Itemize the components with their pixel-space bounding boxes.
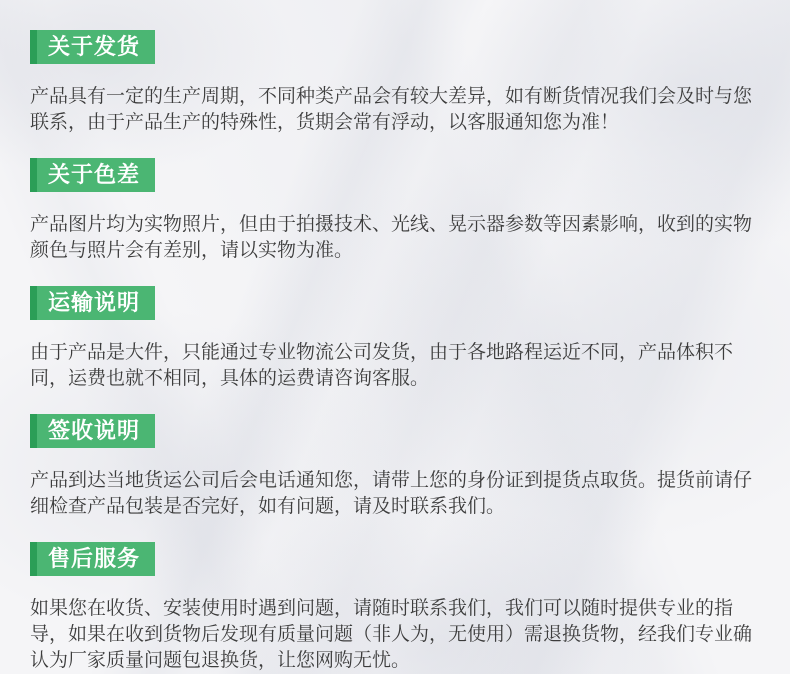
receipt-notes-text: 产品到达当地货运公司后会电话通知您，请带上您的身份证到提货点取货。提货前请仔细检查产品包装是否完好，如有问题，请及时联系我们。 bbox=[30, 470, 753, 517]
section-after-sales bbox=[30, 542, 760, 674]
section-transport-notes bbox=[30, 286, 760, 392]
shipping-info-text: 产品具有一定的生产周期，不同种类产品会有较大差异，如有断货情况我们会及时与您联系，由于产品生产的特殊性，货期会常有浮动，以客服通知您为准！ bbox=[30, 86, 753, 133]
after-sales-text: 如果您在收货、安装使用时遇到问题，请随时联系我们，我们可以随时提供专业的指导，如果在收到货物后发现有质量问题（非人为，无使用）需退换货物，经我们专业确认为厂家质量问题包退换货，让您网购无忧。 bbox=[30, 598, 753, 671]
receipt-notes-badge bbox=[30, 414, 155, 448]
shipping-info-badge bbox=[30, 30, 155, 64]
shipping-info-badge-label: 关于发货 bbox=[48, 34, 141, 59]
after-sales-badge bbox=[30, 542, 155, 576]
transport-notes-badge bbox=[30, 286, 155, 320]
transport-notes-text: 由于产品是大件，只能通过专业物流公司发货，由于各地路程运近不同，产品体积不同，运费也就不相同，具体的运费请咨询客服。 bbox=[30, 342, 734, 389]
color-difference-text: 产品图片均为实物照片，但由于拍摄技术、光线、晃示器参数等因素影响，收到的实物颜色与照片会有差别，请以实物为准。 bbox=[30, 214, 753, 261]
section-color-difference bbox=[30, 158, 760, 264]
color-difference-badge-label: 关于色差 bbox=[48, 162, 141, 187]
section-receipt-notes bbox=[30, 414, 760, 520]
section-shipping-info bbox=[30, 30, 760, 136]
receipt-notes-badge-label: 签收说明 bbox=[48, 418, 141, 443]
color-difference-badge bbox=[30, 158, 155, 192]
after-sales-badge-label: 售后服务 bbox=[48, 546, 141, 571]
transport-notes-badge-label: 运输说明 bbox=[48, 290, 141, 315]
